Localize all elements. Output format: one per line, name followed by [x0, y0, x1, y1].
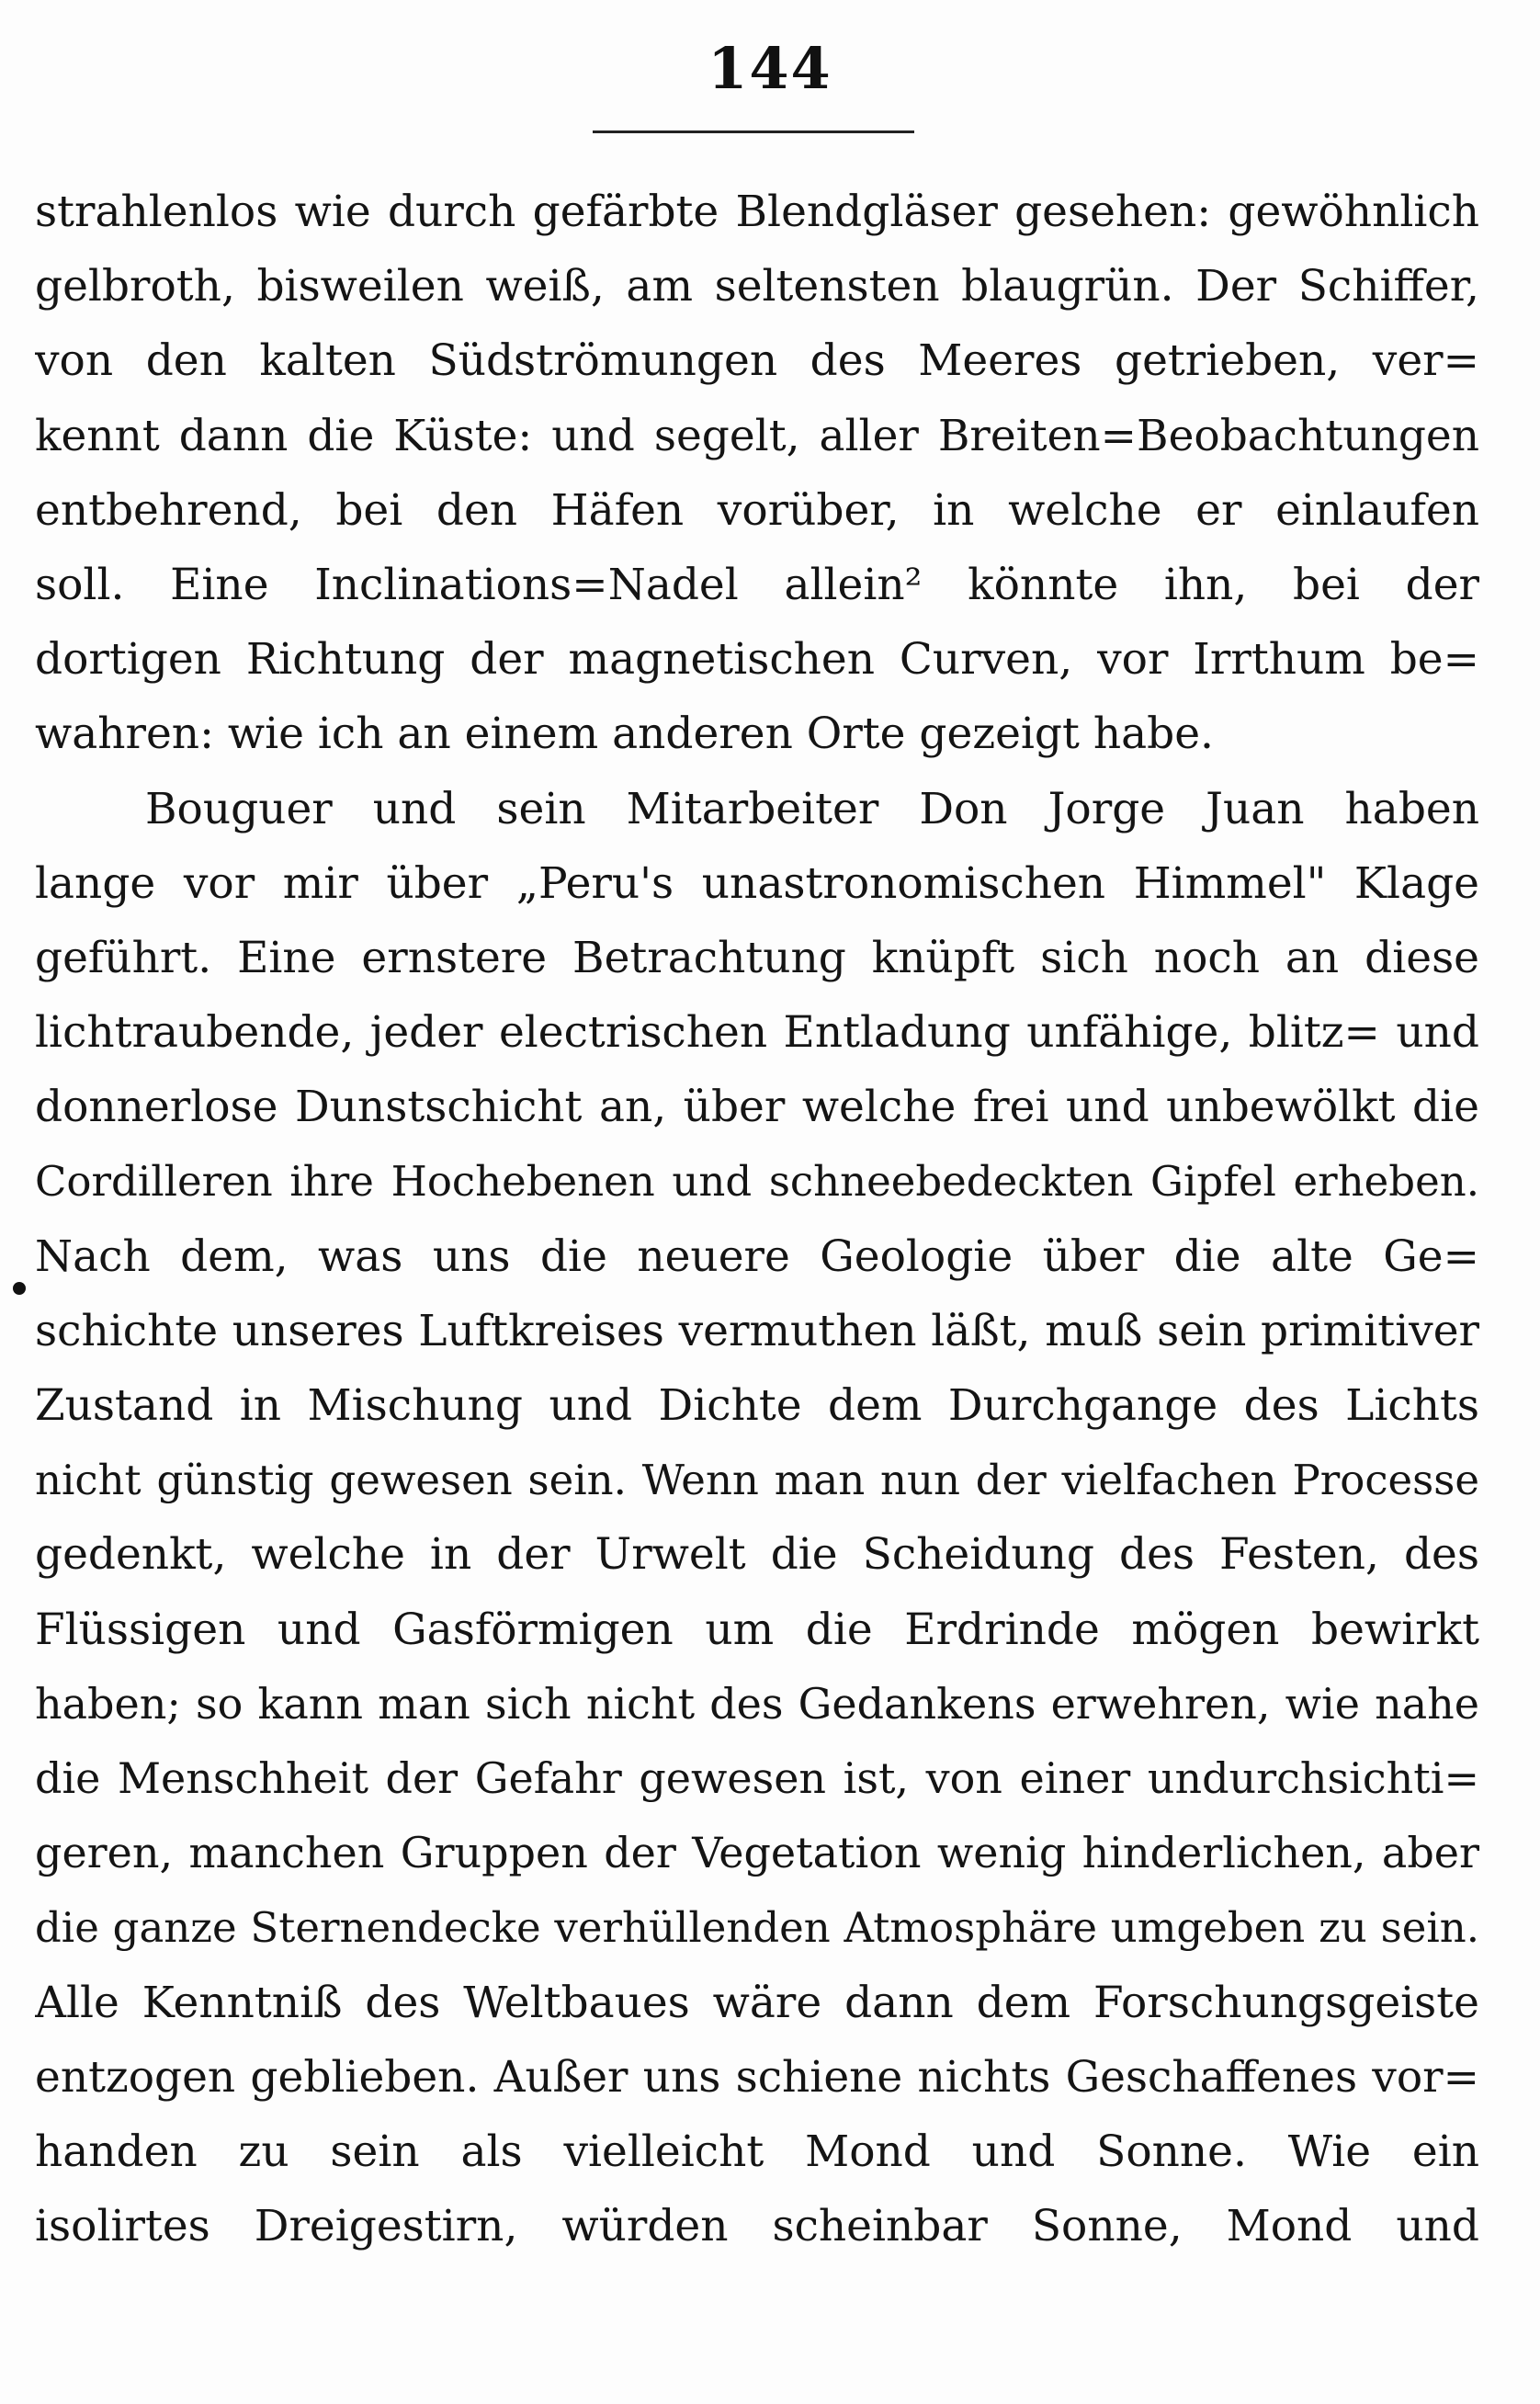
text-line: strahlenlos wie durch gefärbte Blendgläser gesehen: gewöhnlich — [35, 187, 1479, 237]
text-line: haben; so kann man sich nicht des Gedankens erwehren, wie nahe — [35, 1678, 1479, 1729]
text-line: soll. Eine Inclinations=Nadel allein² könnte ihn, bei der — [35, 559, 1479, 610]
text-line: von den kalten Südströmungen des Meeres getrieben, ver= — [35, 335, 1479, 387]
ink-spot — [13, 1282, 26, 1295]
text-line: Alle Kenntniß des Weltbaues wäre dann dem Forschungsgeiste — [35, 1977, 1479, 2028]
text-line: Zustand in Mischung und Dichte dem Durchgange des Lichts — [35, 1380, 1479, 1431]
text-line: Flüssigen und Gasförmigen um die Erdrinde mögen bewirkt — [35, 1604, 1479, 1655]
text-line: lange vor mir über „Peru's unastronomischen Himmel" Klage — [35, 857, 1479, 909]
text-line: dortigen Richtung der magnetischen Curven, vor Irrthum be= — [35, 634, 1479, 686]
text-line: schichte unseres Luftkreises vermuthen läßt, muß sein primitiver — [35, 1305, 1479, 1356]
body-text — [35, 175, 1479, 2263]
text-line: geren, manchen Gruppen der Vegetation wenig hinderlichen, aber — [35, 1828, 1479, 1878]
text-line: gelbroth, bisweilen weiß, am seltensten blaugrün. Der Schiffer, — [35, 261, 1479, 312]
text-line: nicht günstig gewesen sein. Wenn man nun der vielfachen Processe — [35, 1456, 1479, 1505]
text-line: isolirtes Dreigestirn, würden scheinbar Sonne, Mond und — [35, 2201, 1479, 2252]
text-line: wahren: wie ich an einem anderen Orte gezeigt habe. — [35, 709, 1214, 760]
text-line: kennt dann die Küste: und segelt, aller Breiten=Beobachtungen — [35, 410, 1479, 461]
text-line: entbehrend, bei den Häfen vorüber, in welche er einlaufen — [35, 484, 1479, 536]
text-line: gedenkt, welche in der Urwelt die Scheidung des Festen, des — [35, 1529, 1479, 1581]
text-line: Cordilleren ihre Hochebenen und schneebedeckten Gipfel erheben. — [35, 1157, 1479, 1207]
text-line: die Menschheit der Gefahr gewesen ist, von einer undurchsichti= — [35, 1752, 1479, 1803]
text-line: handen zu sein als vielleicht Mond und Sonne. Wie ein — [35, 2126, 1479, 2177]
text-line: lichtraubende, jeder electrischen Entladung unfähige, blitz= und — [35, 1007, 1479, 1059]
text-line: donnerlose Dunstschicht an, über welche frei und unbewölkt die — [35, 1082, 1479, 1133]
text-line: geführt. Eine ernstere Betrachtung knüpft sich noch an diese — [35, 932, 1479, 983]
text-line: die ganze Sternendecke verhüllenden Atmosphäre umgeben zu sein. — [35, 1903, 1479, 1953]
text-line: entzogen geblieben. Außer uns schiene nichts Geschaffenes vor= — [35, 2051, 1479, 2103]
text-line: Nach dem, was uns die neuere Geologie über die alte Ge= — [35, 1230, 1479, 1282]
paragraph-first-line: Bouguer und sein Mitarbeiter Don Jorge Juan haben — [145, 783, 1479, 834]
page-number: 144 — [708, 35, 832, 102]
header-rule — [593, 130, 914, 133]
